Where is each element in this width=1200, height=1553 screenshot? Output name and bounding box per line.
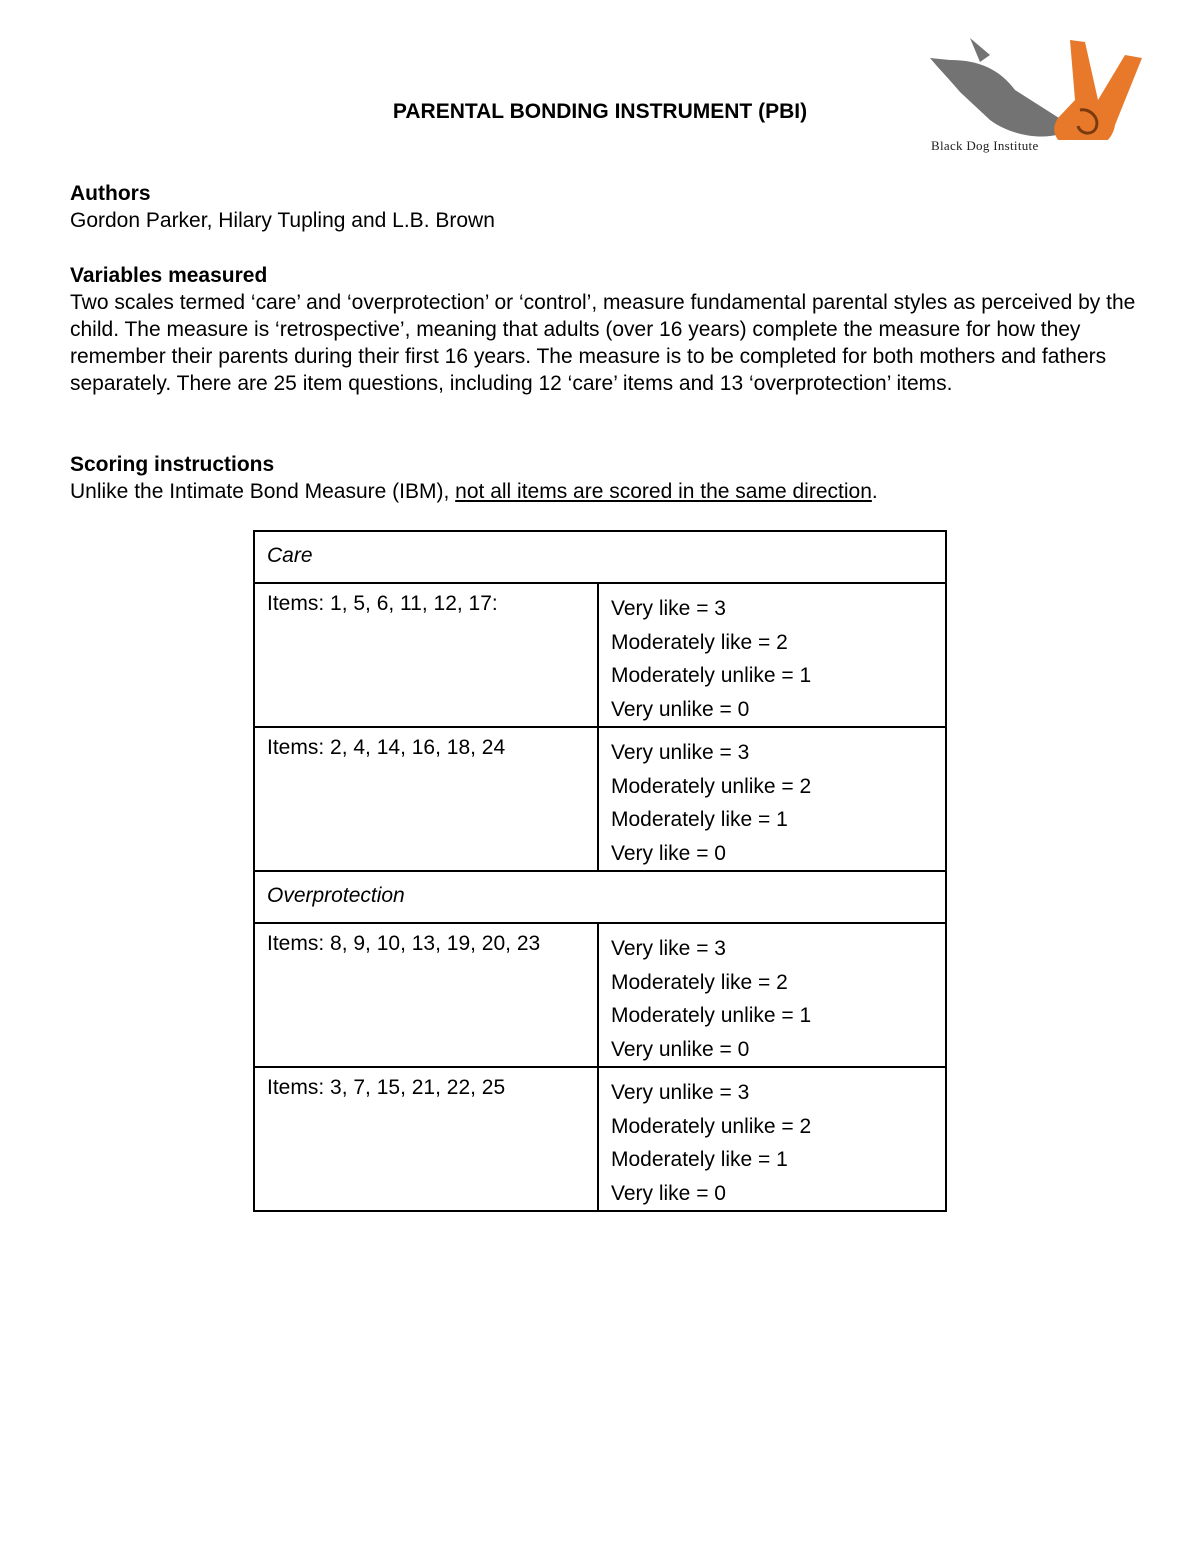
score-line: Moderately like = 2 xyxy=(611,630,788,654)
scoring-table xyxy=(253,530,947,1212)
items-cell: Items: 2, 4, 14, 16, 18, 24 xyxy=(254,727,598,871)
scoring-text xyxy=(70,478,1140,505)
score-line: Moderately unlike = 1 xyxy=(611,664,812,687)
scoring-text-after: . xyxy=(871,480,878,503)
score-line: Very unlike = 3 xyxy=(611,741,750,764)
page-title: PARENTAL BONDING INSTRUMENT (PBI) xyxy=(392,100,808,123)
score-cell xyxy=(598,583,946,727)
scoring-text-before: Unlike the Intimate Bond Measure (IBM), xyxy=(70,480,456,503)
authors-text: Gordon Parker, Hilary Tupling and L.B. Brown xyxy=(70,209,495,232)
group-row-care xyxy=(254,531,946,583)
group-label-overprotection: Overprotection xyxy=(254,871,946,923)
score-line: Moderately unlike = 2 xyxy=(611,1114,812,1138)
table-row xyxy=(254,583,946,727)
items-cell: Items: 3, 7, 15, 21, 22, 25 xyxy=(254,1067,598,1211)
scoring-section xyxy=(70,451,1140,505)
score-cell xyxy=(598,727,946,871)
score-line: Moderately like = 1 xyxy=(611,1148,788,1171)
score-line: Very unlike = 0 xyxy=(611,1037,750,1061)
variables-heading: Variables measured xyxy=(70,264,268,287)
table-row xyxy=(254,727,946,871)
group-row-overprotection xyxy=(254,871,946,923)
score-line: Very unlike = 3 xyxy=(611,1081,750,1104)
score-cell xyxy=(598,923,946,1067)
variables-section xyxy=(70,262,1140,397)
logo-text: Black Dog Institute xyxy=(931,138,1039,153)
score-cell xyxy=(598,1067,946,1211)
score-line: Very unlike = 0 xyxy=(611,697,750,721)
score-line: Very like = 3 xyxy=(611,597,726,620)
score-line: Very like = 3 xyxy=(611,937,726,960)
score-line: Very like = 0 xyxy=(611,841,726,865)
scoring-text-underlined: not all items are scored in the same direction xyxy=(455,480,872,503)
scoring-heading: Scoring instructions xyxy=(70,453,275,476)
items-cell: Items: 1, 5, 6, 11, 12, 17: xyxy=(254,583,598,727)
score-line: Moderately like = 2 xyxy=(611,970,788,994)
authors-section xyxy=(70,180,1140,234)
table-row xyxy=(254,923,946,1067)
score-line: Moderately unlike = 1 xyxy=(611,1004,812,1027)
variables-text: Two scales termed ‘care’ and ‘overprotection’ or ‘control’, measure fundamental parental styles as perceived by the child. The measure is ‘retrospective’, meaning that adults (over 16 years) complete the measure for how they remember their parents during their first 16 years. The measure is to be completed for both mothers and fathers separately. There are 25 item questions, including 12 ‘care’ items and 13 ‘overprotection’ items. xyxy=(70,291,1136,395)
score-line: Very like = 0 xyxy=(611,1181,726,1205)
score-line: Moderately unlike = 2 xyxy=(611,774,812,798)
items-cell: Items: 8, 9, 10, 13, 19, 20, 23 xyxy=(254,923,598,1067)
score-line: Moderately like = 1 xyxy=(611,808,788,831)
authors-heading: Authors xyxy=(70,182,151,205)
table-row xyxy=(254,1067,946,1211)
group-label-care: Care xyxy=(254,531,946,583)
